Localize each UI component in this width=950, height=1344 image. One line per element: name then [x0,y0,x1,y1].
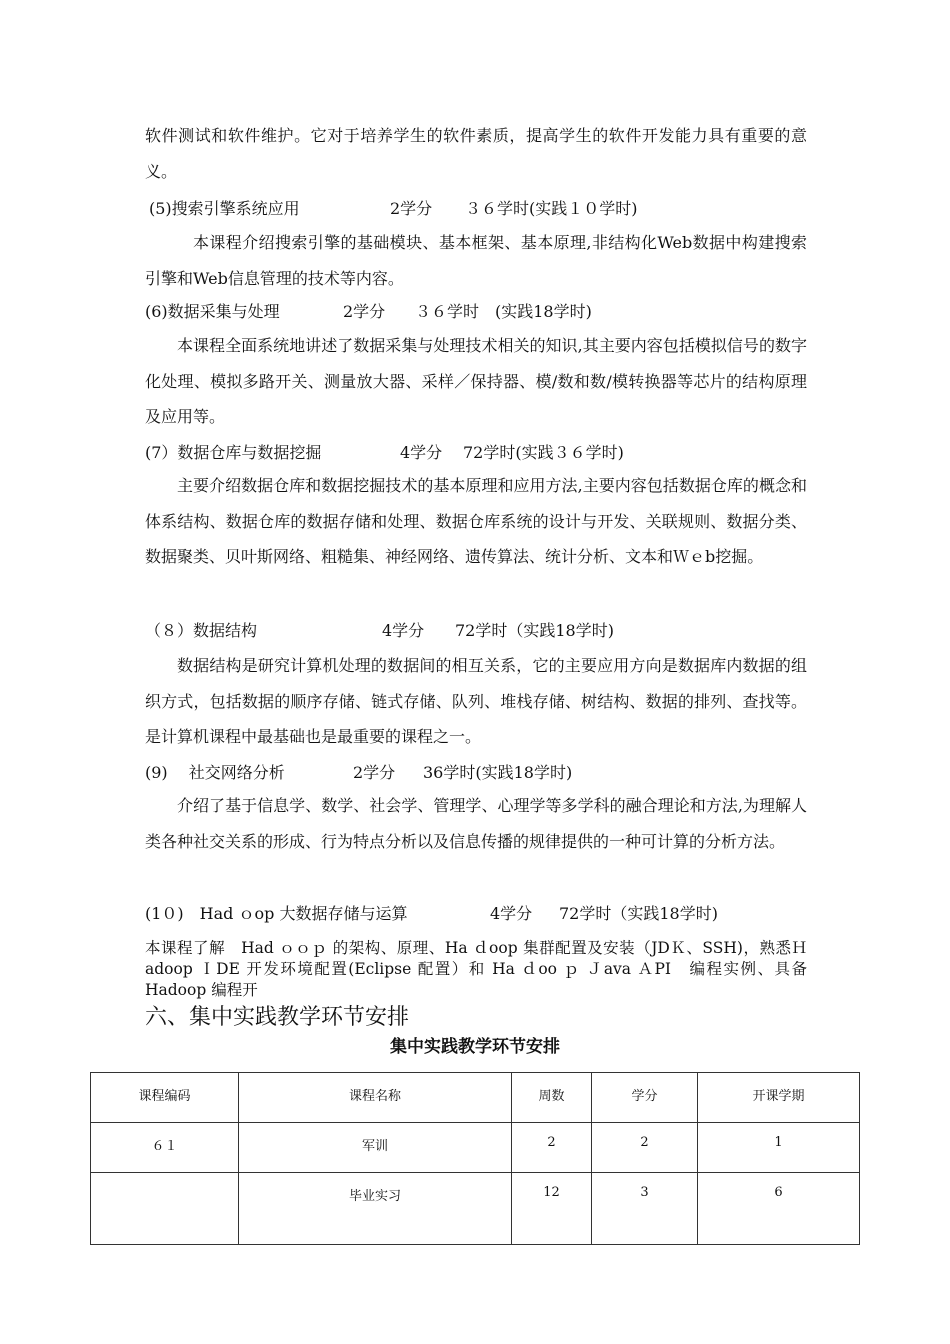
cell-course-code [91,1173,239,1245]
course-credit: 2学分 [390,199,433,218]
header-credits: 学分 [592,1073,698,1123]
paragraph-course-9: 介绍了基于信息学、数学、社会学、管理学、心理学等多学科的融合理论和方法,为理解人类各种社交关系的形成、行为特点分析以及信息传播的规律提供的一种可计算的分析方法。 [145,796,807,851]
paragraph-software-engineering-tail: 软件测试和软件维护。它对于培养学生的软件素质，提高学生的软件开发能力具有重要的意义。 [145,126,807,181]
paragraph-course-7: 主要介绍数据仓库和数据挖掘技术的基本原理和应用方法,主要内容包括数据仓库的概念和体系结构、数据仓库的数据存储和处理、数据仓库系统的设计与开发、关联规则、数据分类、数据聚类、贝叶斯网络、粗糙集、神经网络、遗传算法、统计分析、文本和Ｗｅb挖掘。 [145,476,807,566]
course-hours: 72学时（实践18学时) [559,904,718,923]
table-row [91,1173,860,1245]
course-name: (9) 社交网络分析 [145,763,285,782]
cell-credits: 3 [592,1173,698,1245]
table-row [91,1123,860,1173]
course-credit: 4学分 [490,904,533,923]
header-course-code: 课程编码 [91,1073,239,1123]
course-credit: 2学分 [343,302,386,321]
course-name: (5)搜索引擎系统应用 [149,199,300,218]
header-course-name: 课程名称 [239,1073,512,1123]
header-weeks: 周数 [512,1073,592,1123]
table-header-row [91,1073,860,1123]
table-title: 集中实践教学环节安排 [390,1037,560,1057]
course-hours: 72学时（实践18学时) [455,621,614,640]
paragraph-course-10: 本课程了解 Had ｏｏｐ 的架构、原理、Ha ｄoop 集群配置及安装（JDＫ、SSH)，熟悉Ｈadoop ＩDE 开发环境配置(Eclipse 配置）和 Ha ｄoo ｐ Ｊava ＡPI 编程实例、具备 Hadoop 编程开 [145,939,823,999]
cell-course-name: 毕业实习 [239,1173,512,1245]
course-name: (1０) Had ｏop 大数据存储与运算 [145,904,408,923]
course-name: (7）数据仓库与数据挖掘 [145,443,322,462]
cell-credits: 2 [592,1123,698,1173]
cell-semester: 1 [698,1123,860,1173]
cell-weeks: 12 [512,1173,592,1245]
course-credit: 4学分 [382,621,425,640]
cell-semester: 6 [698,1173,860,1245]
course-credit: 2学分 [353,763,396,782]
course-hours: 72学时(实践３６学时) [463,443,624,462]
course-hours: 36学时(实践18学时) [423,763,573,782]
course-credit: 4学分 [400,443,443,462]
cell-course-code: ６１ [91,1123,239,1173]
cell-weeks: 2 [512,1123,592,1173]
course-name: （８）数据结构 [145,621,258,640]
course-name: (6)数据采集与处理 [145,302,280,321]
cell-course-name: 军训 [239,1123,512,1173]
paragraph-course-8: 数据结构是研究计算机处理的数据间的相互关系，它的主要应用方向是数据库内数据的组织方式，包括数据的顺序存储、链式存储、队列、堆栈存储、树结构、数据的排列、查找等。是计算机课程中最基础也是最重要的课程之一。 [145,656,807,746]
paragraph-course-6: 本课程全面系统地讲述了数据采集与处理技术相关的知识,其主要内容包括模拟信号的数字化处理、模拟多路开关、测量放大器、采样／保持器、模/数和数/模转换器等芯片的结构原理及应用等。 [145,336,807,426]
header-semester: 开课学期 [698,1073,860,1123]
course-hours: ３６学时 (实践18学时) [415,302,592,321]
practice-table [90,1072,860,1245]
section-title: 六、集中实践教学环节安排 [145,1005,410,1030]
paragraph-course-5: 本课程介绍搜索引擎的基础模块、基本框架、基本原理,非结构化Web数据中构建搜索引擎和Web信息管理的技术等内容。 [145,233,807,288]
course-hours: ３６学时(实践１０学时) [465,199,638,218]
